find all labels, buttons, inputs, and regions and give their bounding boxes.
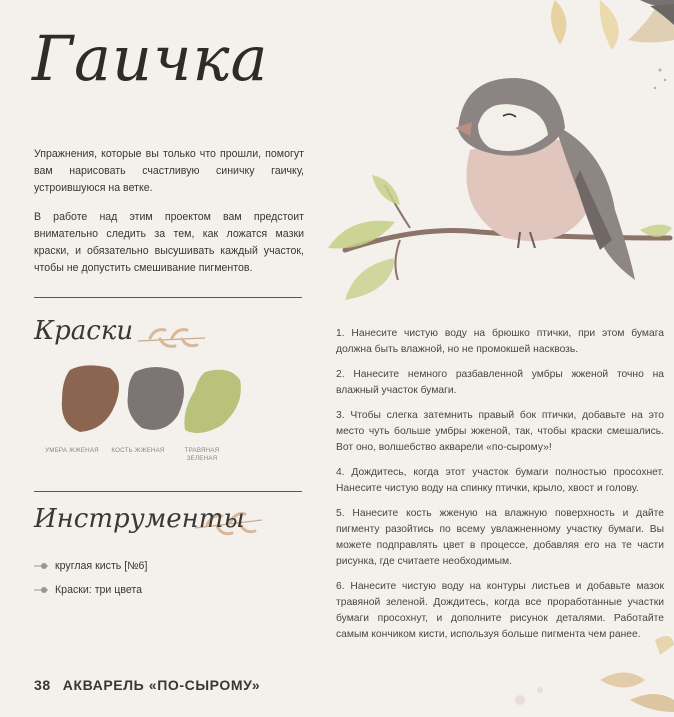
page-footer <box>34 677 260 693</box>
step-6: 6. Нанесите чистую воду на контуры листьев и добавьте мазок травяной зеленой. Дождитесь, когда все проработанные участки бумаги просохнут, и дополните рисунок деталями. Работайте самым кончиком кисти, используя больше пигмента чем ранее. <box>336 581 664 640</box>
divider-2 <box>34 491 302 492</box>
step-1: 1. Нанесите чистую воду на брюшко птички, при этом бумага должна быть влажной, но не промокшей насквозь. <box>336 328 664 355</box>
divider-1 <box>34 297 302 298</box>
step-3: 3. Чтобы слегка затемнить правый бок птички, добавьте на это место чуть больше умбры жженой, так, чтобы краски смешались. Вот оно, волшебство акварели «по-сырому»! <box>336 410 664 453</box>
swatch-burnt-umber <box>62 365 119 432</box>
instruction-steps <box>336 326 664 652</box>
swatch-sap-green <box>184 370 240 433</box>
tools-heading: Инструменты <box>34 504 245 534</box>
tool-bullets <box>34 563 48 593</box>
paint-swatches <box>62 365 241 433</box>
paints-heading: Краски <box>34 316 134 346</box>
chickadee-bird-illustration <box>455 78 635 280</box>
running-title: АКВАРЕЛЬ «ПО-СЫРОМУ» <box>62 677 261 693</box>
page-title: Гаичка <box>32 22 269 95</box>
paints-leaf-decoration <box>138 330 205 347</box>
page-number: 38 <box>34 677 51 693</box>
step-4: 4. Дождитесь, когда этот участок бумаги полностью просохнет. Нанесите чистую воду на спинку птички, крыло, хвост и голову. <box>336 467 664 494</box>
step-2: 2. Нанесите немного разбавленной умбры жженой точно на влажный участок бумаги. <box>336 369 664 396</box>
intro-paragraph-1: Упражнения, которые вы только что прошли, помогут вам нарисовать счастливую синичку гаичку, устроившуюся на ветке. <box>34 148 304 194</box>
tool-item-paints: Краски: три цвета <box>55 584 143 596</box>
intro-paragraph-2: В работе над этим проектом вам предстоит внимательно следить за тем, как ложатся мазки краски, и обязательно высушивать каждый участок, чтобы не допустить смешивание пигментов. <box>34 211 304 274</box>
corner-leaves-decoration <box>551 0 674 89</box>
tool-item-brush: круглая кисть [№6] <box>55 560 148 572</box>
swatch-label-sap-green: ТРАВЯНАЯ ЗЕЛЕНАЯ <box>184 447 220 462</box>
swatch-bone-black <box>128 367 184 430</box>
swatch-label-burnt-umber: УМБРА ЖЖЕНАЯ <box>45 447 99 454</box>
step-5: 5. Нанесите кость жженую на влажную поверхность и дайте пигменту разойтись по всему увлажненному участку бумаги. Вы можете подправлять цвет в процессе, добавляя его на те части рисунка, где считаете необходимым. <box>336 508 664 567</box>
swatch-label-bone-black: КОСТЬ ЖЖЕНАЯ <box>111 447 165 454</box>
